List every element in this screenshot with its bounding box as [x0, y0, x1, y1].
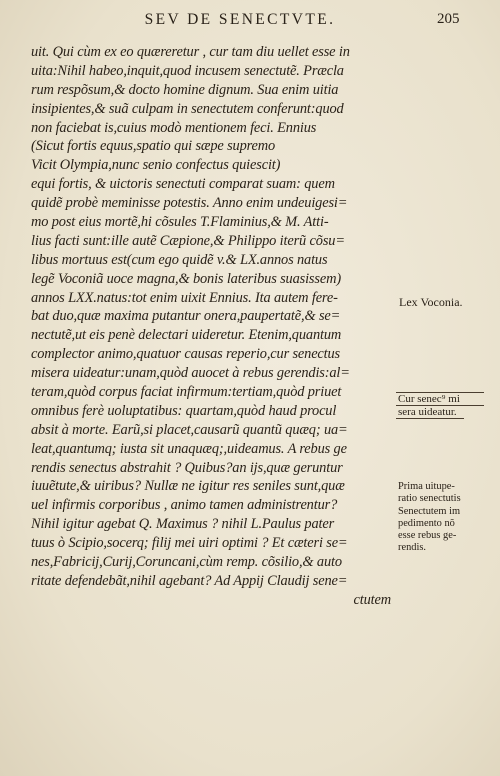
rule-line: [396, 405, 484, 406]
text-line: quidẽ probè meminisse potestis. Anno enim undeuigesi=: [31, 195, 348, 212]
text-line: uit. Qui cùm ex eo quæreretur , cur tam diu uellet esse in: [31, 44, 350, 60]
rule-line: [396, 418, 464, 419]
text-line: tuus ò Scipio,socerq; filij mei uiri optimi ? Et cæteri se=: [31, 535, 348, 552]
text-line: ritate defendebãt,nihil agebant? Ad Appij Claudij sene=: [31, 572, 348, 589]
text-line: nes,Fabricij,Curij,Coruncani,cùm remp. cõsilio,& auto: [31, 554, 342, 571]
margin-note-cur-senectus: [398, 393, 460, 418]
text-line: legẽ Voconiã uoce magna,& bonis lateribus suasissem): [31, 270, 341, 287]
margin-note-line: sera uideatur.: [398, 405, 457, 418]
margin-note-prima-uituperatio: [398, 481, 461, 555]
text-line: non faciebat is,cuius modò mentionem feci. Ennius: [31, 119, 317, 136]
margin-note-line: esse rebus ge-: [398, 530, 457, 542]
margin-note-line: Prima uitupe-: [398, 481, 455, 492]
text-line: rum respõsum,& docto homine dignum. Sua enim uitia: [31, 81, 339, 98]
margin-note-line: Cur senec⁹ mi: [398, 393, 460, 405]
text-line: lius facti sunt:ille autẽ Cæpione,& Philippo iterũ cõsu=: [31, 232, 345, 249]
text-line: annos LXX.natus:tot enim uixit Ennius. Ita autem fere-: [31, 289, 338, 306]
margin-note-line: rendis.: [398, 542, 426, 554]
body-text: [31, 43, 391, 610]
text-line: iuuẽtute,& uiribus? Nullæ ne igitur res seniles sunt,quæ: [31, 478, 345, 495]
margin-note-line: ratio senectutis: [398, 493, 461, 505]
text-line: nectutẽ,ut eis penè delectari uideretur. Etenim,quantum: [31, 327, 342, 344]
text-line: complector animo,quatuor causas reperio,cur senectus: [31, 346, 341, 363]
text-line: teram,quòd corpus faciat infirmum:tertiam,quòd priuet: [31, 384, 342, 401]
text-line: uita:Nihil habeo,inquit,quod incusem senectutẽ. Præcla: [31, 62, 344, 79]
text-line-catchword: ctutem: [353, 591, 391, 608]
rule-line: [396, 392, 484, 393]
text-line: omnibus ferè uoluptatibus: quartam,quòd haud procul: [31, 402, 337, 419]
text-line: rendis senectus abstrahit ? Quibus?an ijs,quæ geruntur: [31, 459, 343, 476]
text-line: bat duo,quæ maxima putantur onera,paupertatẽ,& se=: [31, 308, 341, 325]
page-number: 205: [437, 11, 460, 27]
running-head: SEV DE SENECTVTE.: [144, 11, 336, 28]
margin-note-lex-voconia: Lex Voconia.: [399, 295, 463, 309]
text-line: equi fortis, & uictoris senectuti comparat suam: quem: [31, 176, 335, 193]
text-line: leat,quantumq; iusta sit unaquæq;,uideamus. A rebus ge: [31, 440, 347, 457]
text-line: insipientes,& suã culpam in senectutem conferunt:quod: [31, 100, 344, 117]
text-line: absit à morte. Earũ,si placet,causarũ quantũ quæq; ua=: [31, 421, 348, 438]
margin-note-line: pedimento nõ: [398, 517, 455, 529]
text-line: (Sicut fortis equus,spatio qui sæpe supremo: [31, 138, 276, 155]
text-line: Vicit Olympia,nunc senio confectus quiescit): [31, 157, 281, 174]
text-line: misera uideatur:unam,quòd auocet à rebus gerendis:al=: [31, 365, 350, 382]
margin-note-line: Senectutem im: [398, 505, 461, 517]
text-line: libus mortuus est(cum ego quidẽ v.& LX.annos natus: [31, 251, 328, 268]
text-line: mo post eius mortẽ,hi cõsules T.Flaminius,& M. Atti-: [31, 214, 329, 231]
text-line: uel infirmis corporibus , animo tamen administrentur?: [31, 497, 338, 514]
text-line: Nihil igitur agebat Q. Maximus ? nihil L.Paulus pater: [31, 516, 335, 533]
